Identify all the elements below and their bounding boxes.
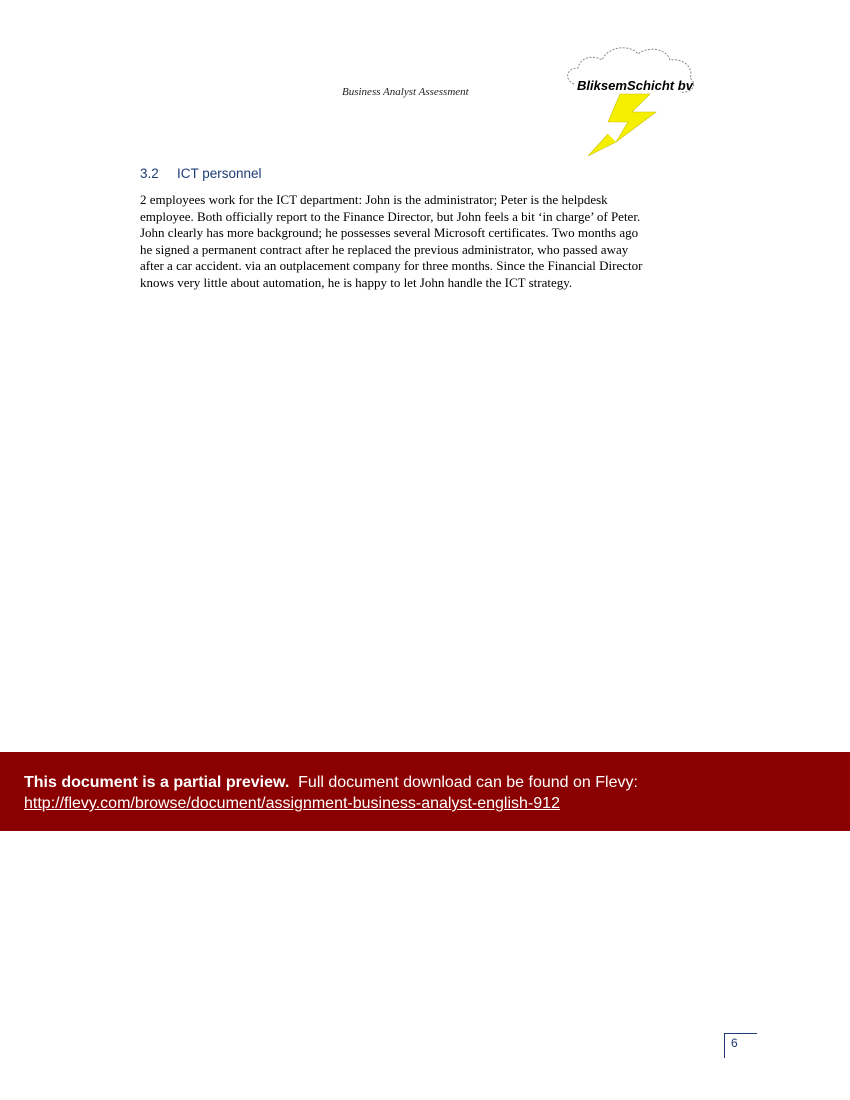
lightning-cloud-logo-icon [562,42,702,158]
section-paragraph [140,192,700,292]
banner-bold-text: This document is a partial preview. [24,774,290,791]
paragraph-line: he signed a permanent contract after he replaced the previous administrator, who passed away [140,241,629,257]
banner-message [24,772,850,793]
banner-text: Full document download can be found on Flevy: [298,774,638,791]
company-logo [562,42,702,158]
page-number-frame [724,1033,757,1058]
logo-text: BliksemSchicht bv [577,78,694,93]
section-heading [140,166,262,181]
page-number: 6 [731,1036,738,1050]
paragraph-line: John clearly has more background; he possesses several Microsoft certificates. Two months ago [140,225,639,241]
partial-preview-banner [0,752,850,831]
document-header-title: Business Analyst Assessment [342,86,469,98]
section-number: 3.2 [140,166,159,181]
paragraph-line: knows very little about automation, he is happy to let John handle the ICT strategy. [140,274,573,290]
paragraph-line: employee. Both officially report to the Finance Director, but John feels a bit ‘in charge’ of Peter. [140,208,641,224]
paragraph-line: 2 employees work for the ICT department: John is the administrator; Peter is the helpdesk [140,192,608,207]
section-title: ICT personnel [177,166,262,181]
paragraph-line: after a car accident. via an outplacement company for three months. Since the Financial Director [140,258,643,274]
flevy-download-link[interactable]: http://flevy.com/browse/document/assignment-business-analyst-english-912 [24,795,560,812]
